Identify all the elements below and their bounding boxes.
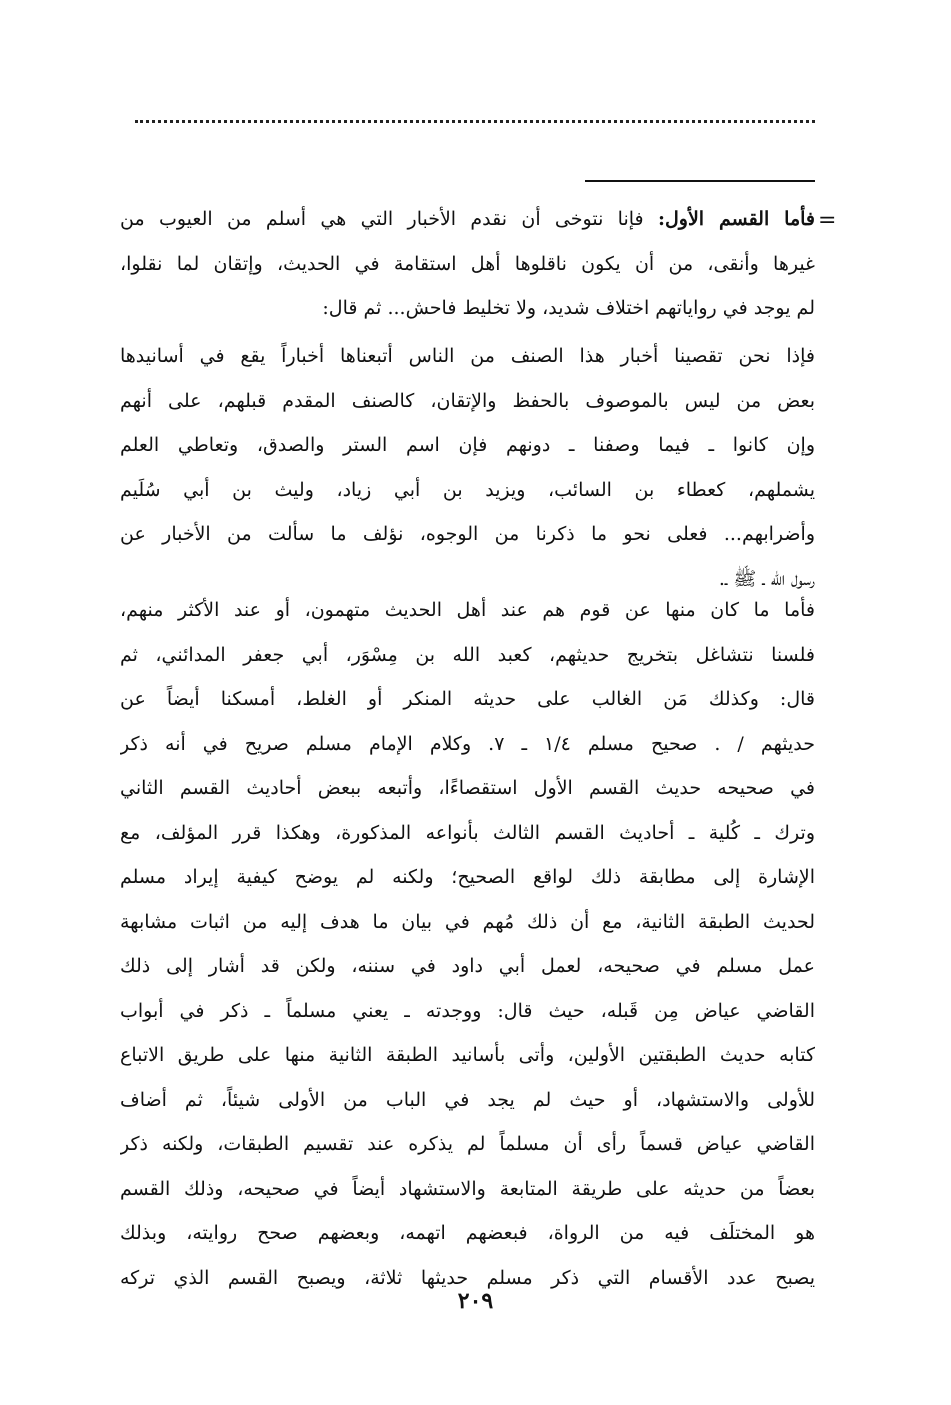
text-line: قال: وكذلك مَن الغالب على حديثه المنكر أو الغلط، أمسكنا أيضاً عن	[120, 688, 815, 710]
text-line: فإذا نحن تقصينا أخبار هذا الصنف من الناس أتبعناها أخباراً يقع في أسانيدها	[120, 345, 815, 367]
page-number: ٢٠٩	[457, 1288, 494, 1314]
margin-equals-mark: =	[818, 208, 837, 233]
text-line: لحديث الطبقة الثانية، مع أن ذلك مُهم في بيان ما هدف إليه من اثبات مشابهة	[120, 910, 815, 933]
text-line: وإن كانوا ـ فيما وصفنا ـ دونهم فإن اسم الستر والصدق، وتعاطي العلم	[120, 434, 815, 456]
text-line: بعض من ليس بالموصوف بالحفظ والإتقان، كالصنف المقدم قبلهم، على أنهم	[120, 389, 815, 412]
text-line: فلسنا نتشاغل بتخريج حديثهم، كعبد الله بن مِسْوَر، أبي جعفر المدائني، ثم	[120, 643, 815, 666]
text-line: هو المختلَف فيه من الرواة، فبعضهم اتهمه، وبعضهم صحح روايته، وبذلك	[120, 1222, 815, 1244]
text-line	[120, 197, 815, 242]
paragraph-first-section	[120, 197, 815, 331]
text-line: بعضاً من حديثه على طريقة المتابعة والاستشهاد أيضاً في صحيحه، وذلك القسم	[120, 1177, 815, 1200]
text-line: عمل مسلم في صحيحه، لعمل أبي داود في سننه، ولكن قد أشار إلى ذلك	[120, 955, 815, 977]
lead-heading: فأما القسم الأول:	[657, 208, 815, 230]
text-line: يشملهم، كعطاء بن السائب، ويزيد بن أبي زياد، وليث بن أبي سُلَيم	[120, 478, 815, 501]
text-line: كتابه حديث الطبقتين الأولين، وأتى بأسانيد الطبقة الثانية منها على طريق الاتباع	[120, 1044, 815, 1066]
paragraph-commentary	[120, 588, 815, 1300]
text-line: وأضرابهم... فعلى نحو ما ذكرنا من الوجوه، نؤلف ما سألت من الأخبار عن	[120, 523, 815, 545]
text-line-content: فإنا نتوخى أن نقدم الأخبار التي هي أسلم من العيوب من	[120, 208, 644, 230]
text-line: القاضي عياض قسماً رأى أن مسلماً لم يذكره عند تقسيم الطبقات، ولكنه ذكر	[120, 1133, 815, 1155]
text-line: لم يوجد في رواياتهم اختلاف شديد، ولا تخليط فاحش... ثم قال:	[322, 297, 815, 319]
text-line: غيرها وأنقى، من أن يكون ناقلوها أهل استقامة في الحديث، وإتقان لما نقلوا،	[120, 252, 815, 275]
header-dotted-rule	[135, 120, 815, 123]
text-line: حديثهم / . صحيح مسلم ١/٤ ـ ٧. وكلام الإمام مسلم صريح في أنه ذكر	[120, 732, 815, 755]
text-line: في صحيحه حديث القسم الأول استقصاءًا، وأتبعه ببعض أحاديث القسم الثاني	[120, 777, 815, 799]
text-line: القاضي عياض مِن قَبله، حيث قال: ووجدته ـ يعني مسلماً ـ ذكر في أبواب	[120, 999, 815, 1022]
text-line: الإشارة إلى مطابقة ذلك لواقع الصحيح؛ ولكنه لم يوضح كيفية إيراد مسلم	[120, 866, 815, 888]
text-line: وترك ـ كُلية ـ أحاديث القسم الثالث بأنواعه المذكورة، وهكذا قرر المؤلف، مع	[120, 821, 815, 844]
text-line: فأما ما كان منها عن قوم هم عند أهل الحديث متهمون، أو عند الأكثر منهم،	[120, 599, 815, 621]
paragraph-quotation	[120, 334, 815, 601]
text-line: رسول الله ـ ﷺ ـ.	[718, 567, 815, 590]
text-line: للأولى والاستشهاد، أو حيث لم يجد في الباب من الأولى شيئاً، ثم أضاف	[120, 1088, 815, 1111]
text-line: يصبح عدد الأقسام التي ذكر مسلم حديثها ثلاثة، ويصبح القسم الذي تركه	[120, 1266, 815, 1289]
section-rule	[585, 180, 815, 182]
